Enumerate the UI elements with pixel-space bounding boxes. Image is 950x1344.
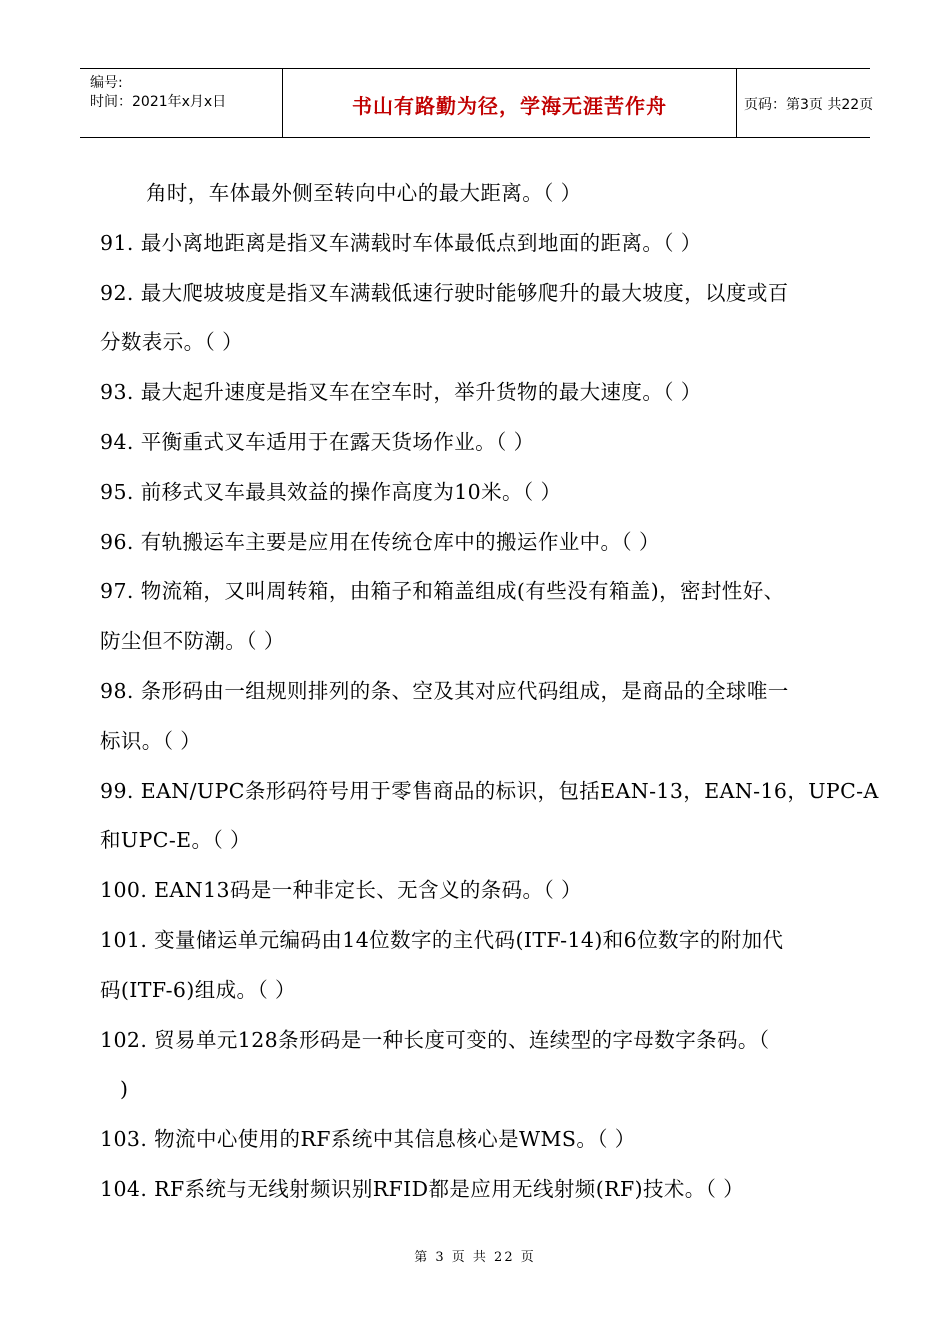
- text-line: 104. RF系统与无线射频识别RFID都是应用无线射频(RF)技术。（ ）: [100, 1176, 745, 1201]
- text-line: 101. 变量储运单元编码由14位数字的主代码(ITF-14)和6位数字的附加代: [100, 927, 784, 952]
- header-left-cell: [80, 69, 282, 137]
- serial-label: 编号:: [90, 75, 123, 91]
- page-info: 页码：第3页 共22页: [744, 97, 874, 113]
- question-list: [100, 171, 879, 1217]
- text-line: 和UPC-E。（ ）: [100, 828, 251, 853]
- text-line: 98. 条形码由一组规则排列的条、空及其对应代码组成，是商品的全球唯一: [100, 678, 789, 703]
- text-line: 92. 最大爬坡坡度是指叉车满载低速行驶时能够爬升的最大坡度，以度或百: [100, 280, 789, 305]
- text-line: 99. EAN/UPC条形码符号用于零售商品的标识，包括EAN-13，EAN-16，UPC-A: [100, 778, 879, 803]
- text-line: 标识。（ ）: [100, 728, 202, 753]
- text-line: 97. 物流箱，又叫周转箱，由箱子和箱盖组成(有些没有箱盖)，密封性好、: [100, 579, 785, 604]
- text-line: 103. 物流中心使用的RF系统中其信息核心是WMS。（ ）: [100, 1127, 636, 1152]
- page-header: [80, 68, 874, 138]
- text-line: 码(ITF-6)组成。（ ）: [100, 977, 296, 1002]
- motto-text: 书山有路勤为径，学海无涯苦作舟: [352, 94, 667, 118]
- text-line: 91. 最小离地距离是指叉车满载时车体最低点到地面的距离。（ ）: [100, 230, 702, 255]
- text-line: ): [120, 1077, 129, 1102]
- text-line: 角时，车体最外侧至转向中心的最大距离。（ ）: [146, 181, 582, 205]
- text-line: 102. 贸易单元128条形码是一种长度可变的、连续型的字母数字条码。（: [100, 1027, 770, 1052]
- time-label: 时间：2021年x月x日: [90, 94, 227, 110]
- text-line: 94. 平衡重式叉车适用于在露天货场作业。（ ）: [100, 429, 535, 454]
- text-line: 93. 最大起升速度是指叉车在空车时，举升货物的最大速度。（ ）: [100, 380, 702, 405]
- text-line: 防尘但不防潮。（ ）: [100, 629, 285, 654]
- header-right-cell: [736, 69, 874, 137]
- text-line: 96. 有轨搬运车主要是应用在传统仓库中的搬运作业中。（ ）: [100, 529, 660, 554]
- header-middle-cell: [282, 69, 737, 137]
- text-line: 100. EAN13码是一种非定长、无含义的条码。（ ）: [100, 878, 582, 903]
- text-line: 分数表示。（ ）: [100, 330, 243, 355]
- page-footer: 第 3 页 共 22 页: [414, 1250, 536, 1265]
- text-line: 95. 前移式叉车最具效益的操作高度为10米。（ ）: [100, 479, 562, 504]
